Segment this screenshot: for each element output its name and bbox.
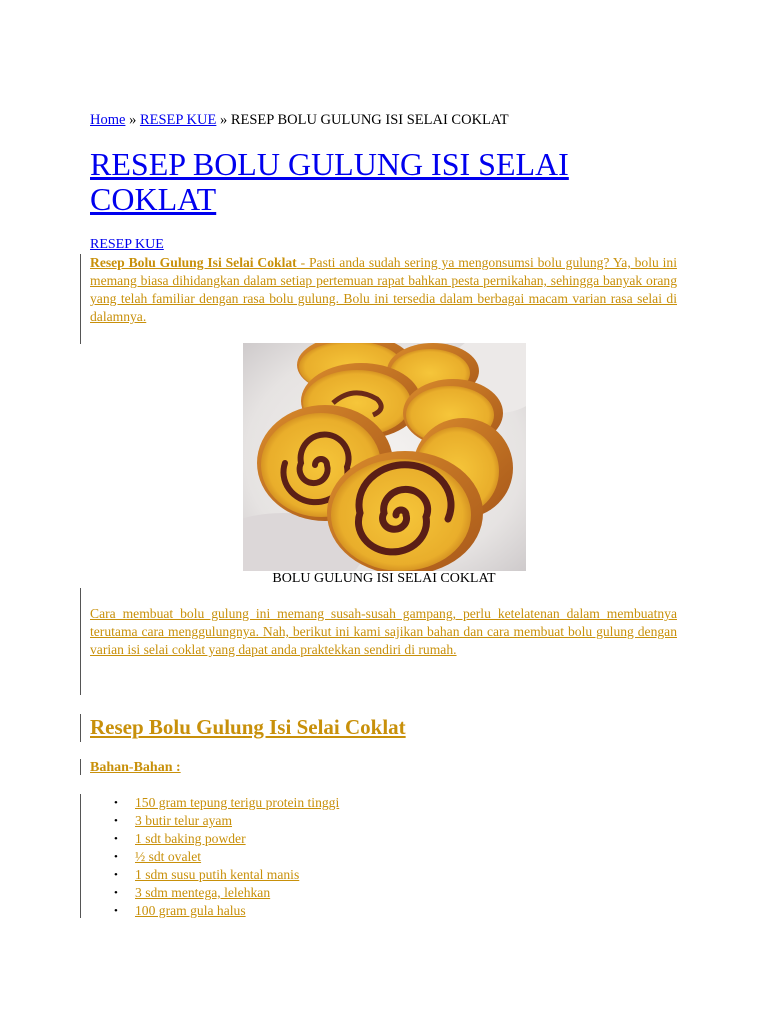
ingredient-item (90, 902, 650, 920)
ingredient-text[interactable]: 150 gram tepung terigu protein tinggi (135, 795, 340, 810)
recipe-heading[interactable]: Resep Bolu Gulung Isi Selai Coklat (90, 715, 406, 739)
page-title-link[interactable]: RESEP BOLU GULUNG ISI SELAI COKLAT (90, 146, 569, 217)
ingredient-text[interactable]: 100 gram gula halus (135, 903, 246, 918)
bullet-icon: • (114, 851, 118, 863)
bullet-icon: • (114, 905, 118, 917)
ingredient-item (90, 830, 650, 848)
quote-rule (80, 714, 81, 742)
bullet-icon: • (114, 887, 118, 899)
ingredient-text[interactable]: ½ sdt ovalet (135, 849, 202, 864)
bullet-icon: • (114, 797, 118, 809)
roll-cake-photo (243, 343, 526, 571)
breadcrumb-separator: » (216, 112, 231, 128)
intro-text: - Pasti anda sudah sering ya mengonsumsi bolu gulung? Ya, bolu ini memang biasa dihidangkan dalam setiap pertemuan rapat bahkan pesta pernikahan, sehingga banyak orang yang telah familiar dengan rasa bolu gulung. Bolu ini tersedia dalam berbagai macam varian rasa selai di dalamnya. (90, 255, 677, 324)
intro-bold-keyword: Resep Bolu Gulung Isi Selai Coklat (90, 255, 297, 270)
ingredient-text[interactable]: 3 sdm mentega, lelehkan (135, 885, 271, 900)
breadcrumb (90, 111, 690, 129)
breadcrumb-current: RESEP BOLU GULUNG ISI SELAI COKLAT (230, 112, 509, 128)
category-link[interactable]: RESEP KUE (90, 237, 164, 252)
ingredient-item (90, 884, 650, 902)
breadcrumb-category-link[interactable]: RESEP KUE (139, 112, 217, 128)
page-title (90, 147, 690, 217)
ingredient-item (90, 848, 650, 866)
ingredients-label[interactable]: Bahan-Bahan : (90, 760, 181, 775)
ingredient-list (90, 794, 650, 920)
bullet-icon: • (114, 833, 118, 845)
ingredient-text[interactable]: 1 sdm susu putih kental manis (135, 867, 300, 882)
quote-rule (80, 254, 81, 344)
bullet-icon: • (114, 815, 118, 827)
breadcrumb-home-link[interactable]: Home (90, 112, 126, 128)
quote-rule (80, 588, 81, 695)
quote-rule (80, 759, 81, 775)
quote-rule (80, 794, 81, 918)
intro-paragraph[interactable] (90, 254, 677, 326)
ingredient-item (90, 866, 650, 884)
breadcrumb-separator: » (125, 112, 140, 128)
bullet-icon: • (114, 869, 118, 881)
photo-caption: BOLU GULUNG ISI SELAI COKLAT (272, 571, 496, 586)
body-paragraph[interactable]: Cara membuat bolu gulung ini memang susah-susah gampang, perlu ketelatenan dalam membuatnya terutama cara menggulungnya. Nah, berikut ini kami sajikan bahan dan cara membuat bolu gulung dengan varian isi selai coklat yang dapat anda praktekkan sendiri di rumah. (90, 606, 677, 657)
ingredient-item (90, 794, 650, 812)
ingredient-item (90, 812, 650, 830)
ingredient-text[interactable]: 3 butir telur ayam (135, 813, 233, 828)
ingredient-text[interactable]: 1 sdt baking powder (135, 831, 246, 846)
